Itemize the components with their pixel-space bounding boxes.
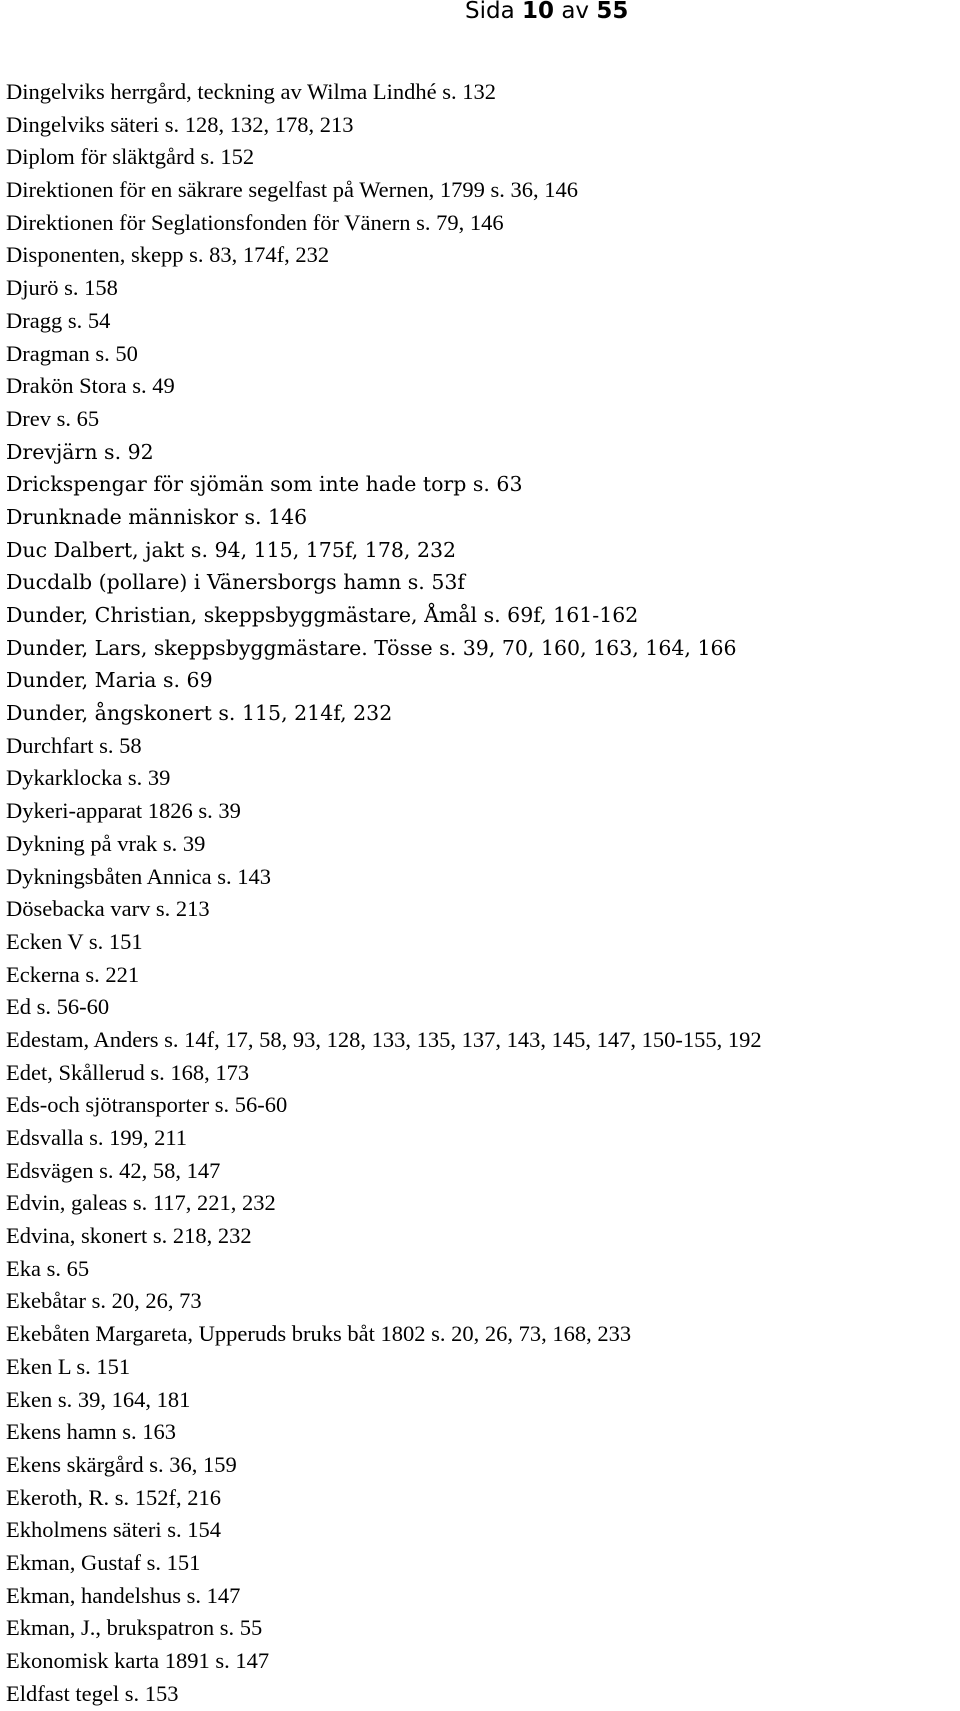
index-entry: Ekman, Gustaf s. 151 bbox=[6, 1549, 201, 1575]
index-entry: Ekens hamn s. 163 bbox=[6, 1419, 176, 1445]
index-entry: Dragman s. 50 bbox=[6, 340, 138, 366]
index-entry: Ekman, J., brukspatron s. 55 bbox=[6, 1615, 263, 1641]
index-entry: Eken L s. 151 bbox=[6, 1353, 131, 1379]
index-entry: Eka s. 65 bbox=[6, 1255, 90, 1281]
index-entry: Dykeri-apparat 1826 s. 39 bbox=[6, 798, 241, 824]
index-entry: Durchfart s. 58 bbox=[6, 732, 142, 758]
index-entry: Edvin, galeas s. 117, 221, 232 bbox=[6, 1190, 276, 1216]
index-entry: Drakön Stora s. 49 bbox=[6, 373, 175, 399]
page-label: Sida bbox=[465, 0, 515, 24]
index-entry: Diplom för släktgård s. 152 bbox=[6, 144, 255, 170]
index-entry: Dunder, Christian, skeppsbyggmästare, Åmål s. 69f, 161-162 bbox=[6, 603, 639, 627]
index-entry: Ekebåtar s. 20, 26, 73 bbox=[6, 1288, 202, 1314]
index-entry: Dragg s. 54 bbox=[6, 307, 111, 333]
index-entry: Duc Dalbert, jakt s. 94, 115, 175f, 178, 232 bbox=[6, 537, 457, 562]
index-entry: Drev s. 65 bbox=[6, 405, 100, 431]
index-entry: Direktionen för Seglationsfonden för Vänern s. 79, 146 bbox=[6, 209, 504, 235]
index-entry: Edet, Skållerud s. 168, 173 bbox=[6, 1059, 250, 1085]
index-entry: Drevjärn s. 92 bbox=[6, 439, 154, 464]
index-entry: Dykarklocka s. 39 bbox=[6, 765, 171, 791]
index-entry: Edestam, Anders s. 14f, 17, 58, 93, 128, 133, 135, 137, 143, 145, 147, 150-155, 192 bbox=[6, 1026, 762, 1052]
index-entry: Ekonomisk karta 1891 s. 147 bbox=[6, 1648, 270, 1673]
index-entry: Eken s. 39, 164, 181 bbox=[6, 1386, 191, 1412]
index-entry: Dösebacka varv s. 213 bbox=[6, 896, 210, 922]
index-entry: Eds-och sjötransporter s. 56-60 bbox=[6, 1092, 288, 1118]
index-entry: Dunder, Maria s. 69 bbox=[6, 668, 213, 693]
index-entry: Edsvalla s. 199, 211 bbox=[6, 1125, 188, 1150]
index-list bbox=[6, 76, 762, 1710]
page-of-label: av bbox=[561, 0, 590, 24]
index-entry: Dykning på vrak s. 39 bbox=[6, 830, 206, 856]
index-entry: Direktionen för en säkrare segelfast på Wernen, 1799 s. 36, 146 bbox=[6, 177, 578, 203]
index-entry: Eldfast tegel s. 153 bbox=[6, 1680, 179, 1706]
index-entry: Eckerna s. 221 bbox=[6, 961, 140, 987]
index-entry: Ekeroth, R. s. 152f, 216 bbox=[6, 1484, 221, 1510]
index-entry: Drunknade människor s. 146 bbox=[6, 504, 308, 529]
index-entry: Ed s. 56-60 bbox=[6, 994, 110, 1020]
index-entry: Ekens skärgård s. 36, 159 bbox=[6, 1451, 237, 1477]
total-pages-number: 55 bbox=[596, 0, 629, 24]
page-number-header bbox=[465, 0, 628, 28]
index-entry: Disponenten, skepp s. 83, 174f, 232 bbox=[6, 242, 330, 268]
index-entry: Dingelviks herrgård, teckning av Wilma Lindhé s. 132 bbox=[6, 79, 497, 104]
index-entry: Drickspengar för sjömän som inte hade torp s. 63 bbox=[6, 472, 523, 497]
index-entry: Ecken V s. 151 bbox=[6, 928, 143, 954]
index-entry: Djurö s. 158 bbox=[6, 275, 118, 301]
index-entry: Dingelviks säteri s. 128, 132, 178, 213 bbox=[6, 111, 354, 137]
index-entry: Edsvägen s. 42, 58, 147 bbox=[6, 1157, 221, 1183]
index-entry: Ekebåten Margareta, Upperuds bruks båt 1802 s. 20, 26, 73, 168, 233 bbox=[6, 1321, 632, 1347]
index-entry: Dunder, ångskonert s. 115, 214f, 232 bbox=[6, 701, 393, 726]
index-entry: Dykningsbåten Annica s. 143 bbox=[6, 863, 271, 889]
index-entry: Ekholmens säteri s. 154 bbox=[6, 1517, 221, 1543]
current-page-number: 10 bbox=[522, 0, 555, 24]
index-entry: Dunder, Lars, skeppsbyggmästare. Tösse s. 39, 70, 160, 163, 164, 166 bbox=[6, 635, 737, 660]
index-entry: Edvina, skonert s. 218, 232 bbox=[6, 1223, 252, 1249]
index-entry: Ducdalb (pollare) i Vänersborgs hamn s. 53f bbox=[6, 570, 466, 595]
index-entry: Ekman, handelshus s. 147 bbox=[6, 1582, 241, 1608]
